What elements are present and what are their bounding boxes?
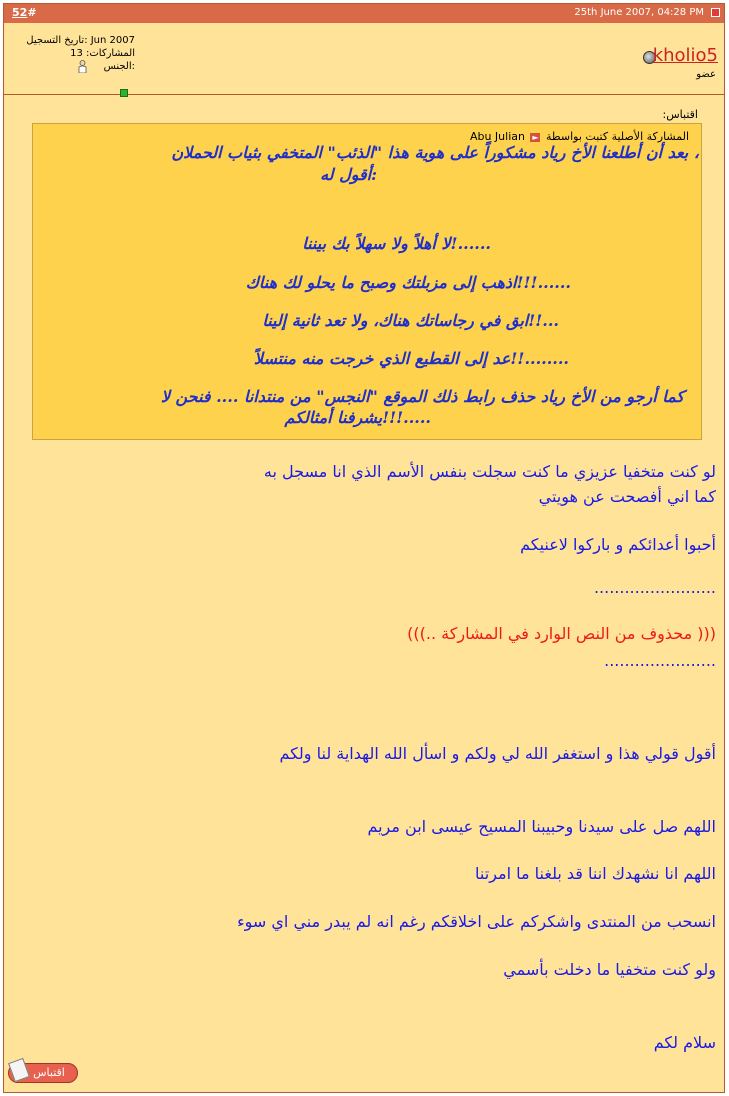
message-line: لو كنت متخفيا عزيزي ما كنت سجلت بنفس الأسم الذي انا مسجل به [263, 462, 716, 481]
message-line: ولو كنت متخفيا ما دخلت بأسمي [503, 960, 716, 979]
message-line: ........................ [593, 578, 716, 597]
quote-line: كما أرجو من الأخ رياد حذف رابط ذلك الموقع "النجس" من منتدانا .... فنحن لا [160, 387, 684, 406]
post-icon [711, 8, 720, 17]
message-line: سلام لكم [653, 1033, 716, 1052]
quote-by-text: المشاركة الأصلية كتبت بواسطة [545, 130, 689, 143]
gender-row [11, 60, 135, 74]
post-number-prefix: # [27, 6, 37, 19]
gender-label: الجنس: [103, 61, 135, 72]
quote-button[interactable] [8, 1063, 78, 1083]
quote-label: اقتباس: [662, 108, 698, 121]
post-number [12, 6, 37, 19]
quote-line: أقول له: [320, 165, 377, 184]
view-post-icon[interactable]: ► [532, 132, 539, 142]
message-line: أحبوا أعدائكم و باركوا لاعنيكم [520, 535, 716, 554]
reg-date: تاريخ التسجيل: Jun 2007 [26, 35, 135, 46]
username-link[interactable]: kholio5 [652, 45, 718, 66]
male-icon [77, 60, 88, 73]
post-count: المشاركات: 13 [70, 48, 135, 59]
message-line: ...................... [604, 651, 716, 670]
quote-line: ابق في رجاساتك هناك، ولا تعد ثانية إلينا!!... [262, 311, 559, 330]
quote-line: بعد أن أطلعنا الأخ رياد مشكوراً على هوية هذا "الذئب" المتخفي بثياب الحملان ، [171, 143, 699, 162]
message-line: اللهم انا نشهدك اننا قد بلغنا ما امرتنا [475, 864, 716, 883]
post-header [4, 4, 724, 23]
post-body [4, 96, 724, 1092]
post-container [3, 3, 725, 1093]
post-date: 25th June 2007, 04:28 PM [574, 7, 704, 18]
message-line: انسحب من المنتدى واشكركم على اخلاقكم رغم انه لم يبدر مني اي سوء [237, 912, 716, 931]
user-info-bar [4, 23, 724, 95]
quote-attribution [470, 130, 689, 143]
message-line: كما اني أفصحت عن هويتي [538, 487, 716, 506]
quote-line: عد إلى القطيع الذي خرجت منه منتسلاً!!........ [253, 349, 569, 368]
user-details [11, 34, 135, 74]
message-line: اللهم صل على سيدنا وحبيبنا المسيح عيسى ابن مريم [367, 817, 716, 836]
quote-author: Abu Julian [469, 130, 525, 143]
quote-line: لا أهلاً ولا سهلاً بك بيننا!...... [302, 234, 491, 253]
quote-line: يشرفنا أمثالكم!!!..... [284, 408, 431, 427]
message-line: أقول قولي هذا و استغفر الله لي ولكم و اسأل الله الهداية لنا ولكم [279, 744, 716, 763]
user-title: عضو [696, 69, 716, 80]
post-number-link[interactable]: 52 [12, 6, 28, 19]
deleted-notice: ((( محذوف من النص الوارد في المشاركة ..))) [407, 624, 716, 643]
quote-line: اذهب إلى مزبلتك وصبح ما يحلو لك هناك!!!...... [245, 273, 571, 292]
quote-box [32, 123, 702, 440]
quote-button-label: اقتباس [33, 1066, 65, 1079]
